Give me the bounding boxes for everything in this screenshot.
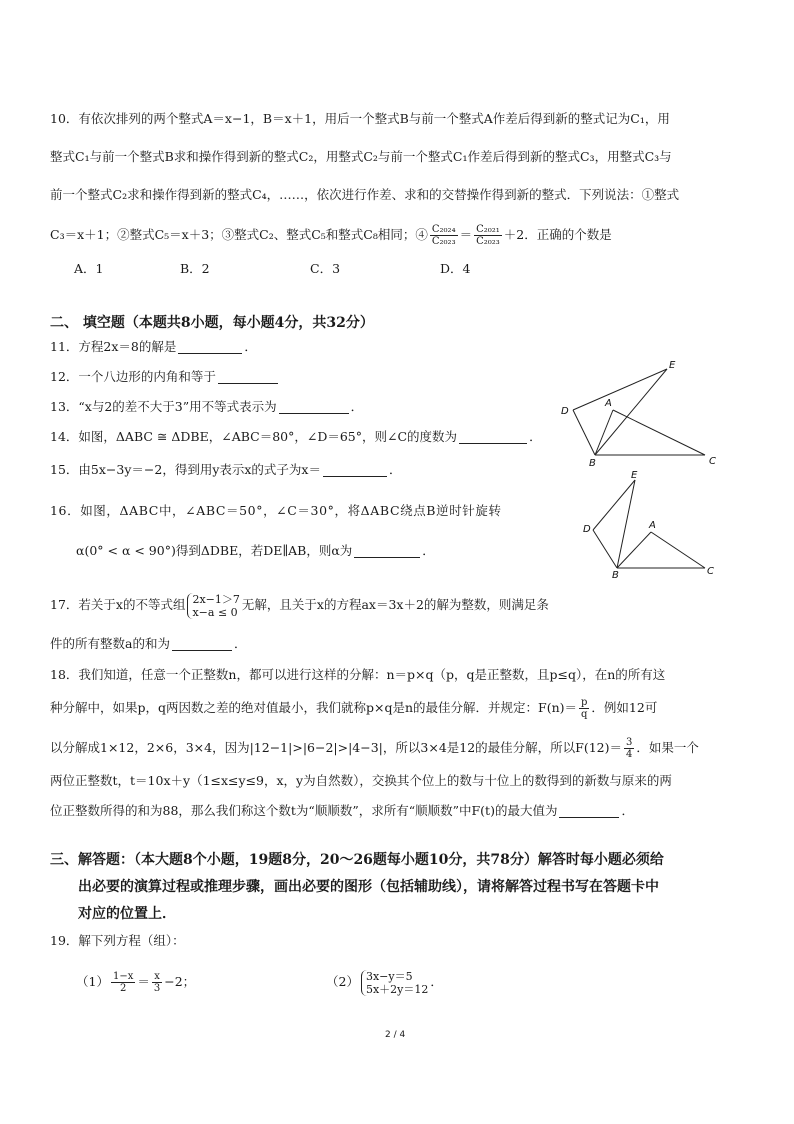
q19-part2 xyxy=(326,964,443,1000)
q17-inequality-system xyxy=(187,593,239,619)
q19-part1-index: （1） xyxy=(76,974,109,989)
section-3-line2: 出必要的演算过程或推理步骤，画出必要的图形（包括辅助线），请将解答过程书写在答题卡中 xyxy=(78,879,659,895)
q10-option-d: D．4 xyxy=(440,261,471,276)
fig1-segment-be xyxy=(595,369,667,455)
q16-period: ． xyxy=(422,543,435,558)
q17-text-tail: 无解，且关于x的方程ax＝3x＋2的解为整数，则满足条 xyxy=(241,597,549,612)
fig2-label-d: D xyxy=(583,524,591,535)
q10-fraction-2-den: C₂₀₂₃ xyxy=(476,236,500,247)
q14-answer-blank[interactable] xyxy=(459,429,527,444)
q16-line1: 16．如图，ΔABC中，∠ABC＝50°，∠C＝30°，将ΔABC绕点B逆时针旋转 xyxy=(50,503,502,518)
q14-figure xyxy=(555,360,730,470)
q13-answer-blank[interactable] xyxy=(279,399,349,414)
fig2-segment-ba xyxy=(617,532,651,568)
q19-part1-equals: ＝ xyxy=(137,974,150,989)
q10-option-a: A．1 xyxy=(74,261,104,276)
q19-part2-equation-system xyxy=(361,970,428,996)
section-3-line1: 三、解答题：（本大题8个小题，19题8分，20～26题每小题10分，共78分）解答时每小题必须给 xyxy=(50,852,664,868)
q11-text: 11．方程2x＝8的解是 xyxy=(50,339,177,354)
q19-part2-period: ． xyxy=(430,974,443,989)
q18-fraction-34-den: 4 xyxy=(626,749,633,760)
q11 xyxy=(50,338,257,356)
q17-text: 17．若关于x的不等式组 xyxy=(50,597,186,612)
q18-fraction-pq xyxy=(579,697,589,720)
q15-text: 15．由5x−3y＝−2，得到用y表示x的式子为x＝ xyxy=(50,462,321,477)
fig1-segment-de xyxy=(573,369,667,410)
q16-line2 xyxy=(76,542,435,560)
q13-period: ． xyxy=(350,399,364,414)
q17-answer-blank[interactable] xyxy=(172,636,232,651)
q10-line2: 整式C₁与前一个整式B求和操作得到新的整式C₂，用整式C₂与前一个整式C₁作差后得到新的整式C₃，用整式C₃与 xyxy=(50,149,672,164)
q18-line4: 两位正整数t，t＝10x＋y（1≤x≤y≤9，x，y为自然数），交换其个位上的数与十位上的数得到的新数与原来的两 xyxy=(50,773,672,788)
q17-line2 xyxy=(50,635,246,653)
q14 xyxy=(50,428,542,446)
page-number: 2 / 4 xyxy=(385,1030,406,1040)
q18-answer-blank[interactable] xyxy=(559,803,619,818)
q19-part1-tail: −2； xyxy=(164,974,196,989)
q18-fraction-pq-num: p xyxy=(581,697,588,708)
q10-line3: 前一个整式C₂求和操作得到新的整式C₄，……，依次进行作差、求和的交替操作得到新的整式．下列说法：①整式 xyxy=(50,187,680,202)
q14-text: 14．如图，ΔABC ≅ ΔDBE，∠ABC＝80°，∠D＝65°，则∠C的度数为 xyxy=(50,429,458,444)
q19-part2-index: （2） xyxy=(326,974,359,989)
section-2-title: 二、 填空题（本题共8小题，每小题4分，共32分） xyxy=(50,315,374,331)
q10-option-c: C．3 xyxy=(310,261,341,276)
q11-period: ． xyxy=(244,339,257,354)
q19-part2-equation-2: 5x＋2y＝12 xyxy=(365,982,429,996)
q18-fraction-pq-den: q xyxy=(581,709,588,720)
fig1-label-a: A xyxy=(605,398,612,409)
q18-line2 xyxy=(50,694,657,722)
q15-answer-blank[interactable] xyxy=(323,462,387,477)
q10-equals: ＝ xyxy=(459,227,473,242)
q10-line1: 10．有依次排列的两个整式A＝x−1，B＝x＋1，用后一个整式B与前一个整式A作差后得到新的整式记为C₁，用 xyxy=(50,111,670,126)
q11-answer-blank[interactable] xyxy=(178,339,242,354)
q19-part1-fraction-1-den: 2 xyxy=(119,983,127,994)
q12 xyxy=(50,368,280,386)
q15-period: ． xyxy=(389,462,402,477)
q18-line3 xyxy=(50,734,699,762)
q16-figure xyxy=(585,470,720,580)
fig2-segment-be xyxy=(617,480,635,568)
section-3-line3: 对应的位置上． xyxy=(78,906,176,922)
q18-line5-text: 位正整数所得的和为88，那么我们称这个数t为“顺顺数”，求所有“顺顺数”中F(t)的最大值为 xyxy=(50,803,558,818)
q19-title: 19．解下列方程（组）： xyxy=(50,933,185,948)
q16-line2-text: α(0° < α < 90°)得到ΔDBE，若DE∥AB，则α为 xyxy=(76,543,353,558)
q18-fraction-34 xyxy=(624,737,634,760)
fig1-label-e: E xyxy=(669,360,676,371)
q18-line5 xyxy=(50,802,634,820)
fig2-label-b: B xyxy=(612,570,619,581)
fig1-segment-ac xyxy=(613,410,705,455)
q10-fraction-1-den: C₂₀₂₃ xyxy=(431,236,456,247)
q19-part1-fraction-1-num: 1−x xyxy=(112,971,134,982)
fig2-segment-de xyxy=(593,480,635,530)
q10-fraction-1-num: C₂₀₂₄ xyxy=(431,224,456,235)
q19-part1 xyxy=(76,966,195,998)
q19-part1-fraction-2-num: x xyxy=(152,971,162,983)
fig2-segment-ac xyxy=(651,532,705,568)
q15 xyxy=(50,461,402,479)
q10-fraction-1 xyxy=(430,224,458,247)
q19-part2-equation-1: 3x−y＝5 xyxy=(365,969,413,983)
fig2-label-a: A xyxy=(649,520,656,531)
q18-period: ． xyxy=(621,803,634,818)
fig1-label-d: D xyxy=(561,406,569,417)
q18-line2-tail: ．例如12可 xyxy=(591,700,658,715)
q10-fraction-2 xyxy=(474,224,502,247)
fig2-label-e: E xyxy=(631,470,638,481)
fig1-segment-ba xyxy=(595,410,613,455)
q18-line2-text: 种分解中，如果p，q两因数之差的绝对值最小，我们就称p×q是n的最佳分解．并规定：F(n)＝ xyxy=(50,700,578,715)
q17-period: ． xyxy=(233,636,247,651)
q19-part1-fraction-2-den: 3 xyxy=(153,983,161,994)
q13-text: 13．“x与2的差不大于3”用不等式表示为 xyxy=(50,399,277,414)
q19-part1-fraction-1 xyxy=(111,971,135,994)
q16-answer-blank[interactable] xyxy=(354,543,420,558)
q13 xyxy=(50,398,363,416)
q17-inequality-1: 2x−1＞7 xyxy=(192,592,240,606)
fig1-segment-db xyxy=(573,410,595,455)
q14-period: ． xyxy=(529,429,542,444)
q12-text: 12．一个八边形的内角和等于 xyxy=(50,369,216,384)
q10-fraction-2-num: C₂₀₂₁ xyxy=(476,224,500,235)
q17-line1 xyxy=(50,588,549,622)
q10-line4 xyxy=(50,220,612,250)
q17-inequality-2: x−a ≤ 0 xyxy=(192,605,238,619)
q18-line3-text: 以分解成1×12，2×6，3×4，因为|12−1|>|6−2|>|4−3|，所以3×4是12的最佳分解，所以F(12)＝ xyxy=(50,740,623,755)
q12-answer-blank[interactable] xyxy=(218,369,278,384)
fig1-label-c: C xyxy=(709,456,716,467)
q18-line3-tail: ．如果一个 xyxy=(636,740,699,755)
q10-line4-tail: ＋2．正确的个数是 xyxy=(503,227,612,242)
q19-part1-fraction-2 xyxy=(152,971,162,994)
q18-fraction-34-num: 3 xyxy=(626,737,633,748)
fig1-label-b: B xyxy=(589,458,596,469)
q10-line4-text: C₃＝x＋1；②整式C₅＝x＋3；③整式C₂、整式C₅和整式C₈相同；④ xyxy=(50,227,428,242)
q17-line2-text: 件的所有整数a的和为 xyxy=(50,636,170,651)
fig2-label-c: C xyxy=(707,566,714,577)
fig2-segment-db xyxy=(593,530,617,568)
q18-line1: 18．我们知道，任意一个正整数n，都可以进行这样的分解：n＝p×q（p，q是正整数，且p≤q），在n的所有这 xyxy=(50,667,666,682)
q10-option-b: B．2 xyxy=(180,261,210,276)
